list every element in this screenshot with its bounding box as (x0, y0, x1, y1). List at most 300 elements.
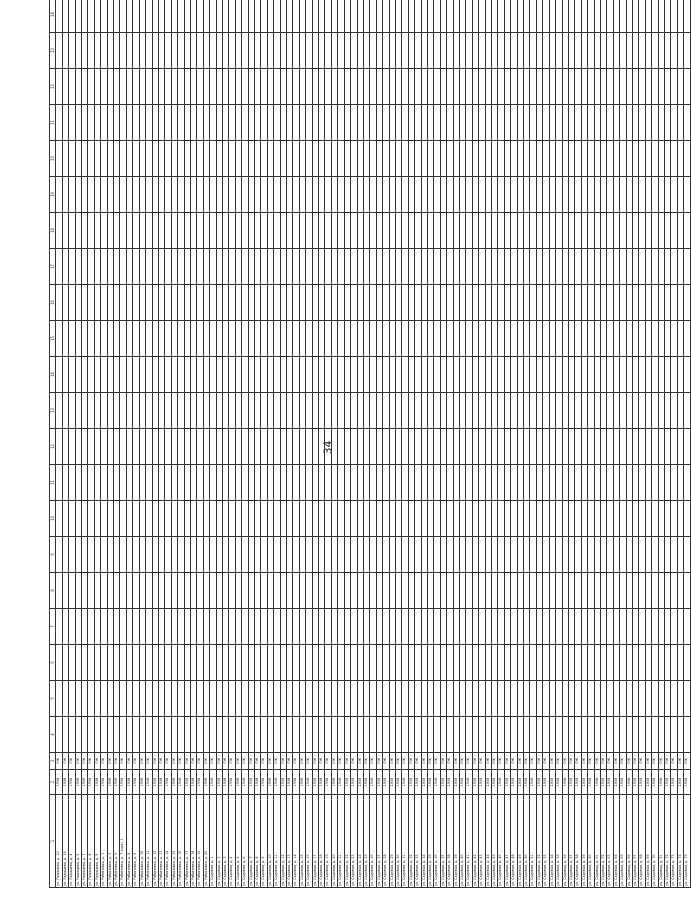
table-cell: 1958 (184, 770, 190, 795)
table-cell: 1958 (421, 770, 427, 795)
table-cell: ЛЖ (101, 753, 107, 770)
table-cell: ЛЖ (575, 753, 581, 770)
address-cell: ул. Садовая, д. 59 (581, 795, 587, 888)
table-cell: 1958 (171, 770, 177, 795)
table-cell: 1958 (178, 770, 184, 795)
table-cell: 1958 (287, 770, 293, 795)
table-cell: ЛЖ (280, 753, 286, 770)
table-cell: ЛЖ (319, 753, 325, 770)
address-cell: ул. Садовая, д. 16 (306, 795, 312, 888)
address-cell: ул. Садовая, д. 64 (613, 795, 619, 888)
table-cell: 1958 (395, 770, 401, 795)
table-cell: ЛЖ (415, 753, 421, 770)
table-cell: 1958 (376, 770, 382, 795)
table-cell: 1958 (427, 770, 433, 795)
address-cell: ул. Садовая, д. 20 (331, 795, 337, 888)
address-cell: ул. Садовая, д. 25 (363, 795, 369, 888)
address-cell: ул. Рябиновая, д. 14 (165, 795, 171, 888)
table-cell: 1958 (498, 770, 504, 795)
table-cell (684, 285, 690, 321)
table-cell: ЛЖ (274, 753, 280, 770)
address-cell: ул. Садовая, д. 61 (594, 795, 600, 888)
table-cell: 1958 (568, 770, 574, 795)
column-header: 15 (50, 321, 56, 357)
address-cell: ул. Садовая, д. 49 (517, 795, 523, 888)
table-cell: ЛЖ (165, 753, 171, 770)
table-cell: 1958 (363, 770, 369, 795)
table-cell: 1958 (677, 770, 683, 795)
table-cell: ЛЖ (287, 753, 293, 770)
table-cell (684, 573, 690, 609)
table-cell: ЛЖ (357, 753, 363, 770)
table-cell (684, 0, 690, 33)
table-cell: ЛЖ (383, 753, 389, 770)
table-cell: ЛЖ (607, 753, 613, 770)
address-cell: ул. Садовая, д. 11 (274, 795, 280, 888)
table-cell: 1958 (190, 770, 196, 795)
column-header: 16 (50, 285, 56, 321)
table-cell: ЛЖ (447, 753, 453, 770)
table-cell (684, 393, 690, 429)
address-cell: ул. Садовая, д. 31 (402, 795, 408, 888)
table-cell: ЛЖ (671, 753, 677, 770)
table-cell: 1958 (588, 770, 594, 795)
table-cell: 1958 (472, 770, 478, 795)
table-cell: 1958 (389, 770, 395, 795)
address-cell: ул. Садовая, д. 24 (357, 795, 363, 888)
address-cell: ул. Садовая, д. 8 (255, 795, 261, 888)
address-cell: ул. Садовая, д. 1 (210, 795, 216, 888)
table-cell: 1958 (479, 770, 485, 795)
address-cell: ул. Садовая, д. 48 (511, 795, 517, 888)
column-header: 12 (50, 429, 56, 465)
column-header: 9 (50, 537, 56, 573)
address-cell: ул. Садовая, д. 63 (607, 795, 613, 888)
table-cell: ЛЖ (152, 753, 158, 770)
address-cell: ул. Садовая, д. 21 (338, 795, 344, 888)
table-cell: 1958 (133, 770, 139, 795)
table-cell: ЛЖ (146, 753, 152, 770)
column-header: 4 (50, 717, 56, 753)
table-cell: ЛЖ (511, 753, 517, 770)
address-cell: ул. Садовая, д. 40 (460, 795, 466, 888)
address-cell: ул. Садовая, д. 15 (299, 795, 305, 888)
address-cell: ул. Садовая, д. 33 (415, 795, 421, 888)
table-cell (684, 33, 690, 69)
column-header: 5 (50, 681, 56, 717)
table-cell: ЛЖ (652, 753, 658, 770)
column-header: 18 (50, 213, 56, 249)
table-cell (684, 717, 690, 753)
column-header: 20 (50, 141, 56, 177)
table-cell: 1958 (581, 770, 587, 795)
table-cell: 1958 (158, 770, 164, 795)
table-cell: 1958 (203, 770, 209, 795)
data-table (49, 0, 691, 888)
table-cell: 1958 (632, 770, 638, 795)
table-cell: 1958 (504, 770, 510, 795)
table-cell (684, 105, 690, 141)
table-cell: ЛЖ (306, 753, 312, 770)
table-cell: 1958 (56, 770, 62, 795)
table-cell: ЛЖ (216, 753, 222, 770)
address-cell: ул. Садовая, д. 5 (235, 795, 241, 888)
address-cell: ул. Садовая, д. 12 (280, 795, 286, 888)
table-cell: 1958 (620, 770, 626, 795)
address-cell: ул. Садовая, д. 10 (267, 795, 273, 888)
address-cell: ул. Рябиновая, д. 15 (171, 795, 177, 888)
address-cell: ул. Рябиновая, д. 17 (184, 795, 190, 888)
table-cell: ЛЖ (504, 753, 510, 770)
table-cell (684, 501, 690, 537)
table-cell: ЛЖ (126, 753, 132, 770)
table-cell: 1958 (594, 770, 600, 795)
table-cell: 1958 (434, 770, 440, 795)
table-cell: ЛЖ (434, 753, 440, 770)
table-cell: ЛЖ (389, 753, 395, 770)
table-cell: 1958 (120, 770, 126, 795)
table-cell: ЛЖ (210, 753, 216, 770)
table-cell: ЛЖ (75, 753, 81, 770)
table-cell: ЛЖ (120, 753, 126, 770)
address-cell: ул. Радищева, д. 4 (69, 795, 75, 888)
table-cell: 1958 (107, 770, 113, 795)
column-header: 21 (50, 105, 56, 141)
table-cell: 1958 (645, 770, 651, 795)
table-cell: ЛЖ (331, 753, 337, 770)
address-cell: ул. Садовая, д. 45 (492, 795, 498, 888)
address-cell: ул. Рябиновая, д. 5 (114, 795, 120, 888)
address-cell: ул. Садовая, д. 41 (466, 795, 472, 888)
table-cell: 1958 (101, 770, 107, 795)
table-container (49, 12, 689, 888)
table-cell: ЛЖ (613, 753, 619, 770)
table-cell: 1958 (684, 770, 690, 795)
table-cell: ЛЖ (171, 753, 177, 770)
address-cell: ул. Садовая, д. 22 (344, 795, 350, 888)
table-cell: 1958 (261, 770, 267, 795)
table-cell: 1958 (88, 770, 94, 795)
address-cell: ул. Садовая, д. 30 (395, 795, 401, 888)
table-cell: ЛЖ (139, 753, 145, 770)
address-cell: ул. Садовая, д. 17 (312, 795, 318, 888)
table-cell: 1958 (338, 770, 344, 795)
address-cell: ул. Садовая, д. 38 (447, 795, 453, 888)
address-cell: ул. Садовая, д. 56 (562, 795, 568, 888)
table-cell: ЛЖ (645, 753, 651, 770)
table-cell: ЛЖ (421, 753, 427, 770)
table-cell: 1958 (255, 770, 261, 795)
table-cell (684, 249, 690, 285)
address-cell: ул. Садовая, д. 55 (556, 795, 562, 888)
address-cell: ул. Рябиновая, д. 10 (139, 795, 145, 888)
table-cell: ЛЖ (88, 753, 94, 770)
table-cell: ЛЖ (255, 753, 261, 770)
table-cell: 1958 (114, 770, 120, 795)
table-cell: 1958 (319, 770, 325, 795)
table-cell: 1958 (267, 770, 273, 795)
column-header: 24 (50, 0, 56, 33)
address-cell: ул. Радищева, д. 16 (62, 795, 68, 888)
table-cell: 1958 (613, 770, 619, 795)
table-cell: ЛЖ (632, 753, 638, 770)
table-cell: ЛЖ (658, 753, 664, 770)
address-cell: ул. Садовая, д. 29 (389, 795, 395, 888)
table-cell: ЛЖ (82, 753, 88, 770)
table-cell: 1958 (383, 770, 389, 795)
table-cell: 1958 (75, 770, 81, 795)
address-cell: ул. Рябиновая, д. 1 (101, 795, 107, 888)
address-cell: ул. Садовая, д. 51 (530, 795, 536, 888)
table-cell: 1958 (152, 770, 158, 795)
table-cell: 1958 (229, 770, 235, 795)
table-cell (684, 609, 690, 645)
table-cell: 1958 (549, 770, 555, 795)
column-header: 13 (50, 393, 56, 429)
address-cell: ул. Садовая, д. 52 (536, 795, 542, 888)
table-cell: ЛЖ (581, 753, 587, 770)
address-cell: ул. Садовая, д. 36 (434, 795, 440, 888)
table-cell: ЛЖ (684, 753, 690, 770)
address-cell: ул. Садовая, д. 34 (421, 795, 427, 888)
table-cell (684, 321, 690, 357)
table-cell: 1958 (248, 770, 254, 795)
address-cell: ул. Рябиновая, д. 3 (107, 795, 113, 888)
table-cell: ЛЖ (299, 753, 305, 770)
table-cell: 1958 (671, 770, 677, 795)
table-cell: ЛЖ (344, 753, 350, 770)
table-cell: 1958 (492, 770, 498, 795)
address-cell: ул. Садовая, д. 74 (677, 795, 683, 888)
address-cell: ул. Садовая, д. 39 (453, 795, 459, 888)
table-cell: ЛЖ (363, 753, 369, 770)
table-cell (684, 429, 690, 465)
table-cell: 1958 (344, 770, 350, 795)
table-cell: 1958 (325, 770, 331, 795)
table-cell: 1958 (299, 770, 305, 795)
address-cell: ул. Радищева, д. 7 (82, 795, 88, 888)
column-header: 10 (50, 501, 56, 537)
address-cell: ул. Садовая, д. 28 (383, 795, 389, 888)
column-header: 23 (50, 33, 56, 69)
table-cell: ЛЖ (351, 753, 357, 770)
table-cell: ЛЖ (536, 753, 542, 770)
table-cell: ЛЖ (620, 753, 626, 770)
address-cell: ул. Садовая, д. 27 (376, 795, 382, 888)
address-cell: ул. Садовая, д. 2 (216, 795, 222, 888)
table-cell: ЛЖ (556, 753, 562, 770)
table-body (56, 0, 690, 888)
address-cell: ул. Садовая, д. 62 (600, 795, 606, 888)
table-cell: ЛЖ (626, 753, 632, 770)
table-cell: ЛЖ (665, 753, 671, 770)
address-cell: ул. Садовая, д. 4 (229, 795, 235, 888)
address-cell: ул. Садовая, д. 6 (242, 795, 248, 888)
table-cell: ЛЖ (562, 753, 568, 770)
table-cell: 1958 (607, 770, 613, 795)
table-cell: 1958 (210, 770, 216, 795)
address-cell: ул. Садовая, д. 70 (652, 795, 658, 888)
table-cell: ЛЖ (543, 753, 549, 770)
address-cell: ул. Радищева, д. 5 (75, 795, 81, 888)
table-cell: 1958 (357, 770, 363, 795)
table-cell: 1958 (415, 770, 421, 795)
table-cell (684, 141, 690, 177)
table-cell: 1958 (530, 770, 536, 795)
table-cell: ЛЖ (114, 753, 120, 770)
table-cell (684, 465, 690, 501)
table-cell: ЛЖ (242, 753, 248, 770)
table-cell: ЛЖ (261, 753, 267, 770)
address-cell: ул. Садовая, д. 69 (645, 795, 651, 888)
table-cell: 1958 (312, 770, 318, 795)
table-cell: 1958 (524, 770, 530, 795)
table-cell: 1958 (165, 770, 171, 795)
address-cell: ул. Садовая, д. 19 (325, 795, 331, 888)
address-cell: ул. Садовая, д. 58 (575, 795, 581, 888)
table-cell: 1958 (216, 770, 222, 795)
table-cell: 1958 (453, 770, 459, 795)
table-cell (684, 537, 690, 573)
rotated-table (49, 12, 689, 888)
table-cell: 1958 (665, 770, 671, 795)
address-cell: ул. Рябиновая, д. 16 (178, 795, 184, 888)
table-cell: 1958 (626, 770, 632, 795)
address-cell: ул. Садовая, д. 46 (498, 795, 504, 888)
address-cell: ул. Рябиновая, д. 19 (197, 795, 203, 888)
table-cell: ЛЖ (158, 753, 164, 770)
table-cell: 1958 (242, 770, 248, 795)
table-cell: 1958 (575, 770, 581, 795)
table-cell: 1958 (126, 770, 132, 795)
column-header: 8 (50, 573, 56, 609)
table-cell: ЛЖ (460, 753, 466, 770)
address-cell: ул. Рябиновая, д. 18 (190, 795, 196, 888)
table-cell: ЛЖ (325, 753, 331, 770)
address-cell: ул. Садовая, д. 23 (351, 795, 357, 888)
column-header: 19 (50, 177, 56, 213)
address-cell: ул. Садовая, д. 26 (370, 795, 376, 888)
table-cell: 1958 (517, 770, 523, 795)
table-cell: ЛЖ (370, 753, 376, 770)
table-cell (684, 357, 690, 393)
address-cell: ул. Садовая, д. 43 (479, 795, 485, 888)
column-header: 14 (50, 357, 56, 393)
table-cell: 1958 (460, 770, 466, 795)
table-cell: 1958 (639, 770, 645, 795)
table-cell: 1958 (139, 770, 145, 795)
table-cell: ЛЖ (453, 753, 459, 770)
table-cell: ЛЖ (479, 753, 485, 770)
column-header: 6 (50, 645, 56, 681)
column-header: 22 (50, 69, 56, 105)
column-header: 3 (50, 753, 56, 770)
table-cell: 1958 (69, 770, 75, 795)
table-cell: ЛЖ (440, 753, 446, 770)
address-cell: ул. Садовая, д. 57 (568, 795, 574, 888)
table-cell: 1958 (351, 770, 357, 795)
table-cell: 1958 (556, 770, 562, 795)
table-cell: 1958 (562, 770, 568, 795)
address-cell: ул. Рябиновая, д. 9 (133, 795, 139, 888)
address-cell: ул. Садовая, д. 73 (671, 795, 677, 888)
address-cell: ул. Садовая, д. 75 (684, 795, 690, 888)
table-cell: ЛЖ (517, 753, 523, 770)
address-cell: ул. Садовая, д. 47 (504, 795, 510, 888)
table-cell: ЛЖ (402, 753, 408, 770)
address-cell: ул. Садовая, д. 13 (287, 795, 293, 888)
address-cell: ул. Садовая, д. 65 (620, 795, 626, 888)
column-header: 7 (50, 609, 56, 645)
address-cell: ул. Садовая, д. 14 (293, 795, 299, 888)
table-cell: 1958 (402, 770, 408, 795)
table-cell: 1958 (82, 770, 88, 795)
table-cell: ЛЖ (395, 753, 401, 770)
address-cell: ул. Радищева, д. 10 (56, 795, 62, 888)
table-cell: 1958 (274, 770, 280, 795)
table-cell: 1958 (408, 770, 414, 795)
address-cell: ул. Садовая, д. 71 (658, 795, 664, 888)
column-header: 17 (50, 249, 56, 285)
page-number: 34 (321, 440, 335, 455)
address-cell: ул. Садовая, д. 37 (440, 795, 446, 888)
table-cell: ЛЖ (56, 753, 62, 770)
column-header: 1 (50, 795, 56, 888)
table-cell: 1958 (146, 770, 152, 795)
table-cell: 1958 (222, 770, 228, 795)
table-cell: 1958 (658, 770, 664, 795)
address-cell: ул. Радищева, д. 9 (94, 795, 100, 888)
address-cell: ул. Садовая, д. 42 (472, 795, 478, 888)
table-cell: ЛЖ (588, 753, 594, 770)
table-cell: ЛЖ (530, 753, 536, 770)
address-cell: ул. Садовая, д. 3 (222, 795, 228, 888)
address-cell: ул. Садовая, д. 67 (632, 795, 638, 888)
table-cell: ЛЖ (492, 753, 498, 770)
address-cell: ул. Садовая, д. 9 (261, 795, 267, 888)
table-cell: ЛЖ (485, 753, 491, 770)
table-cell (684, 645, 690, 681)
address-cell: ул. Рябиновая, д. 13 (158, 795, 164, 888)
table-cell: ЛЖ (94, 753, 100, 770)
address-cell: ул. Садовая, д. 68 (639, 795, 645, 888)
table-cell: ЛЖ (466, 753, 472, 770)
table-cell: 1958 (370, 770, 376, 795)
table-cell: ЛЖ (107, 753, 113, 770)
table-cell: ЛЖ (178, 753, 184, 770)
address-cell: ул. Садовая, д. 53 (543, 795, 549, 888)
table-row (684, 0, 690, 888)
table-cell: 1958 (94, 770, 100, 795)
table-cell: ЛЖ (293, 753, 299, 770)
address-cell: ул. Садовая, д. 50 (524, 795, 530, 888)
address-cell: ул. Садовая, д. 72 (665, 795, 671, 888)
table-cell: ЛЖ (549, 753, 555, 770)
table-cell: 1958 (235, 770, 241, 795)
table-cell: ЛЖ (203, 753, 209, 770)
address-cell: ул. Рябиновая, д. 7, корп. 1 (120, 795, 126, 888)
table-cell: 1958 (543, 770, 549, 795)
table-cell: ЛЖ (524, 753, 530, 770)
table-cell (684, 69, 690, 105)
address-cell: ул. Радищева, д. 8 (88, 795, 94, 888)
table-cell: 1958 (485, 770, 491, 795)
table-cell: ЛЖ (235, 753, 241, 770)
table-cell: ЛЖ (639, 753, 645, 770)
table-cell: ЛЖ (427, 753, 433, 770)
table-cell: 1958 (293, 770, 299, 795)
table-cell: ЛЖ (498, 753, 504, 770)
